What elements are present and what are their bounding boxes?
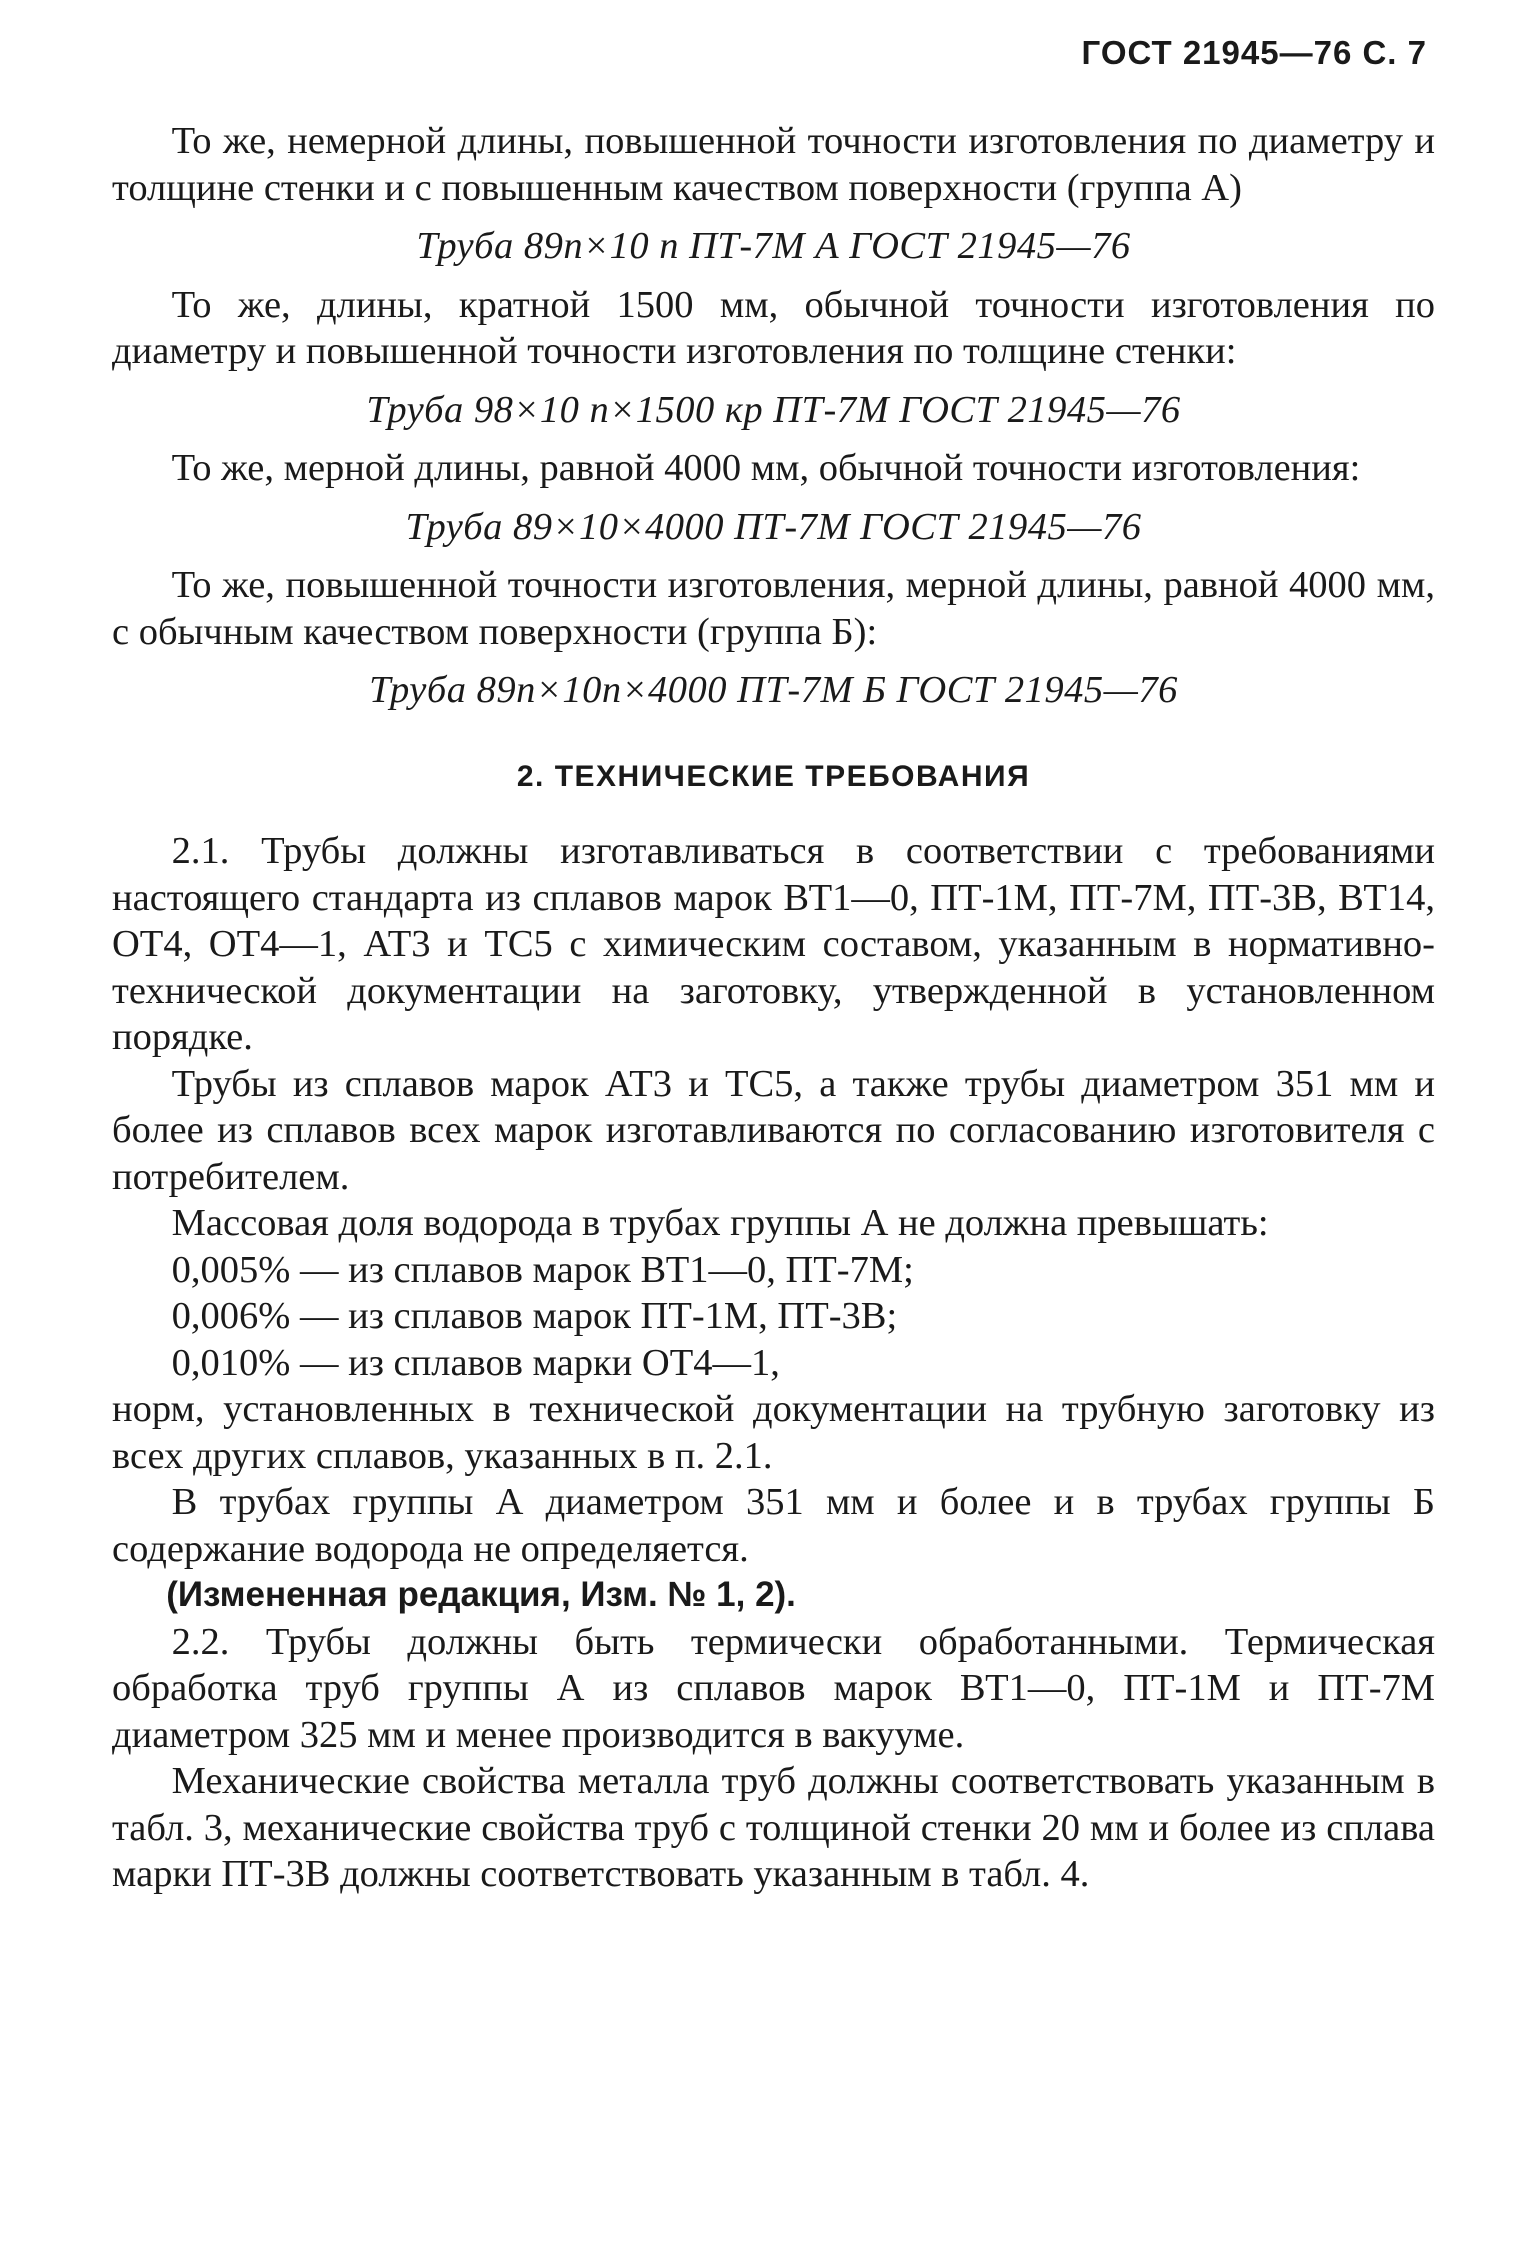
designation-formula-4: Труба 89п×10п×4000 ПТ-7М Б ГОСТ 21945—76 [369,669,1178,711]
running-header: ГОСТ 21945—76 С. 7 [1081,34,1427,71]
paragraph-at3-tc5: Трубы из сплавов марок АТ3 и ТС5, а также трубы диаметром 351 мм и более из сплавов всех марок изготавливаются по согласованию изготовителя с потребителем. [112,1062,1435,1198]
paragraph-hydrogen: Массовая доля водорода в трубах группы А не должна превышать: [171,1202,1269,1244]
hydrogen-list-item: 0,005% — из сплавов марок ВТ1—0, ПТ-7М; [171,1248,914,1291]
designation-formula-3: Труба 89×10×4000 ПТ-7М ГОСТ 21945—76 [405,505,1142,548]
paragraph-intro-2: То же, длины, кратной 1500 мм, обычной точности изготовления по диаметру и повышенной точности изготовления по толщине стенки: [112,283,1435,372]
paragraph-mechanical: Механические свойства металла труб должны соответствовать указанным в табл. 3, механические свойства труб с толщиной стенки 20 мм и более из сплава марки ПТ-3В должны соответствовать указанным в табл. 4. [112,1760,1435,1895]
amendment-note: (Измененная редакция, Изм. № 1, 2). [166,1575,796,1614]
hydrogen-list-item: 0,010% — из сплавов марки ОТ4—1, [171,1341,780,1384]
hydrogen-list-item: 0,006% — из сплавов марок ПТ-1М, ПТ-3В; [171,1295,898,1337]
paragraph-group-b: В трубах группы А диаметром 351 мм и более и в трубах группы Б содержание водорода не определяется. [112,1481,1435,1570]
section-title: 2. ТЕХНИЧЕСКИЕ ТРЕБОВАНИЯ [516,759,1031,793]
page-content [112,118,1435,1898]
paragraph-intro-4: То же, повышенной точности изготовления, мерной длины, равной 4000 мм, с обычным качеством поверхности (группа Б): [112,564,1435,653]
paragraph-intro-1: То же, немерной длины, повышенной точности изготовления по диаметру и толщине стенки и с повышенным качеством поверхности (группа А) [112,120,1435,209]
paragraph-2-1: 2.1. Трубы должны изготавливаться в соответствии с требованиями настоящего стандарта из сплавов марок ВТ1—0, ПТ-1М, ПТ-7М, ПТ-3В, ВТ14, ОТ4, ОТ4—1, АТ3 и ТС5 с химическим составом, указанным в нормативно-технической документации на заготовку, утвержденной в установленном порядке. [112,830,1435,1058]
paragraph-intro-3: То же, мерной длины, равной 4000 мм, обычной точности изготовления: [171,447,1361,489]
paragraph-norms: норм, установленных в технической документации на трубную заготовку из всех других сплавов, указанных в п. 2.1. [112,1388,1435,1477]
designation-formula-1: Труба 89п×10 п ПТ-7М А ГОСТ 21945—76 [416,225,1131,267]
paragraph-2-2: 2.2. Трубы должны быть термически обработанными. Термическая обработка труб группы А из сплавов марок ВТ1—0, ПТ-1М и ПТ-7М диаметром 325 мм и менее производится в вакууме. [112,1620,1435,1756]
designation-formula-2: Труба 98×10 п×1500 кр ПТ-7М ГОСТ 21945—76 [366,388,1181,431]
